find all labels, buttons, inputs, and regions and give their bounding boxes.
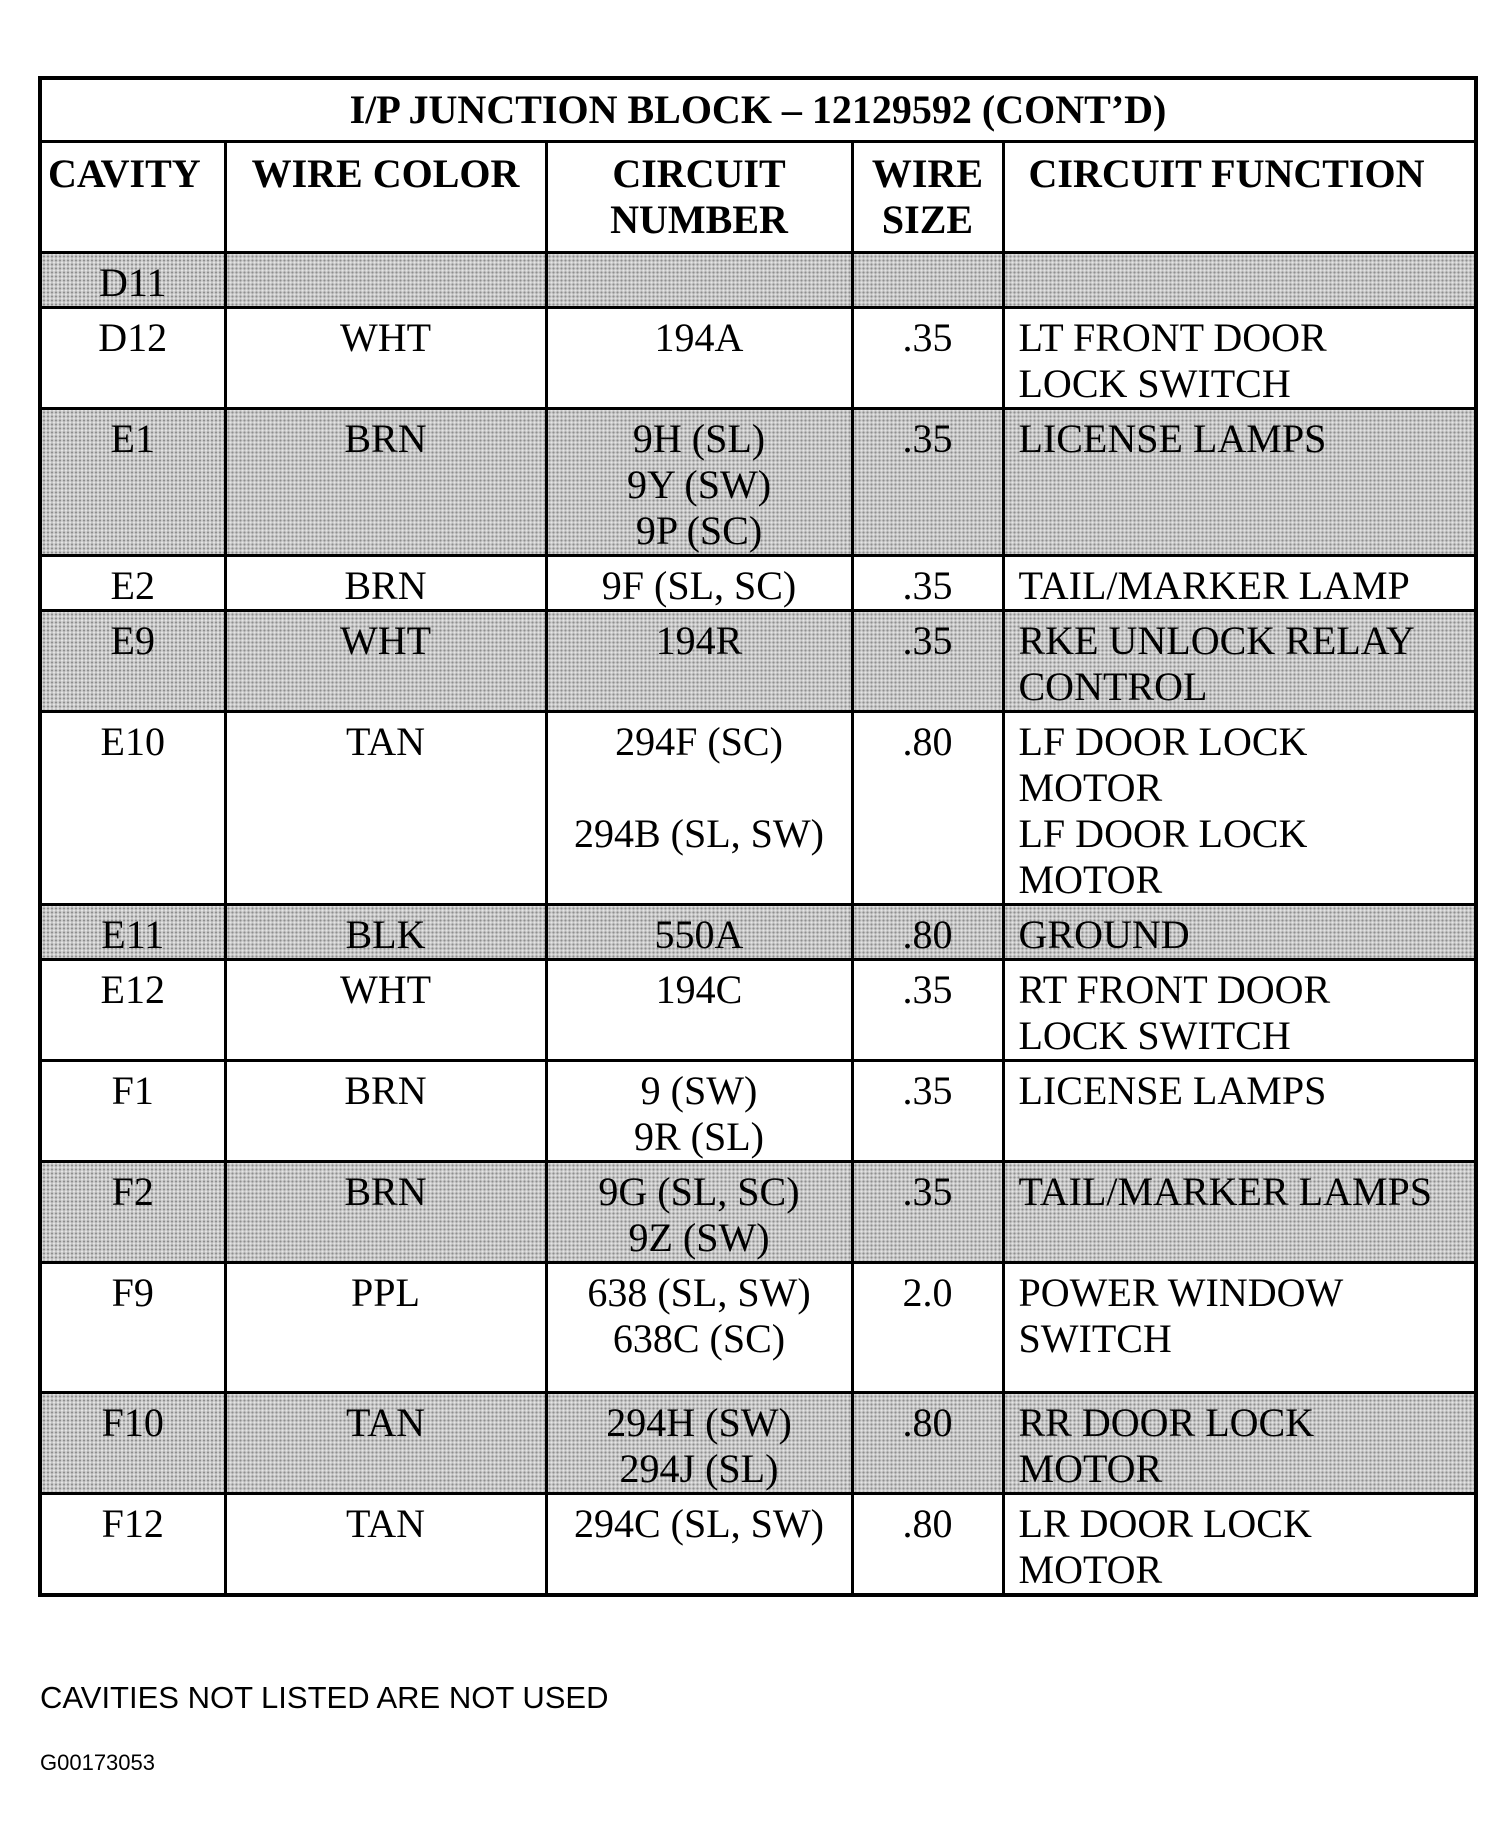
wire-size-value: .80: [902, 1400, 953, 1445]
circuit-number-value: 9R (SL): [634, 1114, 764, 1159]
circuit-function-line: LR DOOR LOCK: [1018, 1501, 1312, 1546]
wire-color-cell: [225, 409, 546, 556]
wire-size-value: .35: [902, 416, 953, 461]
circuit-function-line: TAIL/MARKER LAMP: [1018, 563, 1410, 608]
table-row: [40, 905, 1476, 960]
circuit-function-cell: [1003, 1263, 1476, 1393]
wire-color-cell: [225, 1263, 546, 1393]
cavity-cell: [40, 712, 225, 905]
cavity-value: F9: [111, 1270, 154, 1315]
circuit-function-line: RT FRONT DOOR: [1018, 967, 1331, 1012]
wire-size-cell: [852, 611, 1003, 712]
circuit-number-cell: [546, 611, 852, 712]
wire-color-value: WHT: [339, 967, 432, 1012]
circuit-number-value: 194R: [655, 618, 743, 663]
header-row: [40, 142, 1476, 253]
circuit-number-value: [548, 765, 851, 811]
table-body: [40, 253, 1476, 1596]
circuit-function-line: MOTOR: [1018, 857, 1163, 902]
circuit-number-value: 9Z (SW): [628, 1215, 770, 1260]
cavity-cell: [40, 960, 225, 1061]
circuit-function-cell: [1003, 905, 1476, 960]
circuit-function-line: MOTOR: [1018, 1446, 1163, 1491]
circuit-function-cell: [1003, 712, 1476, 905]
cavity-value: E1: [110, 416, 155, 461]
circuit-function-line: MOTOR: [1018, 1547, 1163, 1592]
circuit-number-value: 550A: [654, 912, 744, 957]
wire-size-cell: [852, 556, 1003, 611]
circuit-number-value: 9P (SC): [635, 508, 763, 553]
circuit-function-line: GROUND: [1018, 912, 1190, 957]
cavity-value: F1: [111, 1068, 154, 1113]
circuit-function-cell: [1003, 556, 1476, 611]
circuit-number-value: 638 (SL, SW): [587, 1270, 811, 1315]
table-row: [40, 1494, 1476, 1596]
circuit-function-line: LICENSE LAMPS: [1018, 416, 1327, 461]
table-row: [40, 308, 1476, 409]
wire-size-value: .35: [902, 618, 953, 663]
circuit-number-cell: [546, 1494, 852, 1596]
circuit-function-cell: [1003, 409, 1476, 556]
header-circuit-number-line: NUMBER: [610, 197, 788, 242]
wire-color-cell: [225, 1162, 546, 1263]
circuit-number-cell: [546, 1393, 852, 1494]
table-title: I/P JUNCTION BLOCK – 12129592 (CONT’D): [40, 78, 1476, 142]
cavity-value: F2: [111, 1169, 154, 1214]
cavity-cell: [40, 611, 225, 712]
wire-size-cell: [852, 905, 1003, 960]
circuit-number-value: 294C (SL, SW): [574, 1501, 824, 1546]
circuit-number-value: 9F (SL, SC): [601, 563, 797, 608]
cavity-cell: [40, 905, 225, 960]
circuit-number-cell: [546, 556, 852, 611]
wire-color-cell: [225, 611, 546, 712]
circuit-function-line: LT FRONT DOOR: [1018, 315, 1327, 360]
wire-size-cell: [852, 960, 1003, 1061]
table-row: [40, 712, 1476, 905]
wire-color-value: WHT: [339, 315, 432, 360]
cavity-cell: [40, 409, 225, 556]
header-circuit-function: CIRCUIT FUNCTION: [1003, 142, 1476, 253]
circuit-number-cell: [546, 409, 852, 556]
wire-color-value: BLK: [345, 912, 426, 957]
circuit-number-cell: [546, 1162, 852, 1263]
circuit-function-cell: [1003, 308, 1476, 409]
header-wire-size-line: WIRE: [871, 151, 984, 196]
table-title-row: [40, 78, 1476, 142]
footnote: CAVITIES NOT LISTED ARE NOT USED: [40, 1680, 609, 1715]
cavity-value: E12: [100, 967, 165, 1012]
wire-color-value: WHT: [339, 618, 432, 663]
circuit-function-line: LICENSE LAMPS: [1018, 1068, 1327, 1113]
wire-color-cell: [225, 253, 546, 308]
header-cavity: CAVITY: [40, 142, 225, 253]
wire-size-cell: [852, 1393, 1003, 1494]
cavity-value: E10: [100, 719, 165, 764]
table-row: [40, 960, 1476, 1061]
table-row: [40, 253, 1476, 308]
wire-size-value: 2.0: [902, 1270, 953, 1315]
circuit-function-cell: [1003, 253, 1476, 308]
cavity-value: F10: [101, 1400, 164, 1445]
table-row: [40, 1162, 1476, 1263]
circuit-number-cell: [546, 1061, 852, 1162]
circuit-number-value: 9H (SL): [632, 416, 766, 461]
circuit-function-line: RKE UNLOCK RELAY: [1018, 618, 1415, 663]
wire-color-cell: [225, 308, 546, 409]
wire-color-value: TAN: [345, 1400, 425, 1445]
cavity-cell: [40, 1061, 225, 1162]
header-circuit-number-line: CIRCUIT: [612, 151, 786, 196]
wire-color-value: BRN: [344, 563, 427, 608]
wire-size-value: .35: [902, 1068, 953, 1113]
circuit-function-line: TAIL/MARKER LAMPS: [1018, 1169, 1432, 1214]
wire-size-cell: [852, 409, 1003, 556]
circuit-number-cell: [546, 253, 852, 308]
header-wire-size-line: SIZE: [881, 197, 974, 242]
wire-color-value: TAN: [345, 1501, 425, 1546]
circuit-number-cell: [546, 712, 852, 905]
wire-size-cell: [852, 712, 1003, 905]
wire-size-value: .80: [902, 719, 953, 764]
wire-size-value: .35: [902, 315, 953, 360]
circuit-number-value: 9Y (SW): [626, 462, 772, 507]
wire-color-cell: [225, 1393, 546, 1494]
circuit-number-value: 294B (SL, SW): [574, 811, 824, 856]
wire-color-value: PPL: [351, 1270, 420, 1315]
wire-size-cell: [852, 308, 1003, 409]
circuit-function-line: LOCK SWITCH: [1018, 361, 1291, 406]
wire-size-value: .35: [902, 563, 953, 608]
cavity-value: D11: [99, 260, 167, 305]
circuit-number-cell: [546, 1263, 852, 1393]
table-row: [40, 1393, 1476, 1494]
circuit-number-value: 638C (SC): [612, 1316, 786, 1361]
wire-size-cell: [852, 1494, 1003, 1596]
circuit-function-cell: [1003, 1393, 1476, 1494]
circuit-number-value: 194A: [654, 315, 744, 360]
cavity-cell: [40, 1162, 225, 1263]
wire-color-cell: [225, 905, 546, 960]
wire-size-value: .80: [902, 1501, 953, 1546]
cavity-cell: [40, 556, 225, 611]
circuit-number-cell: [546, 905, 852, 960]
header-circuit-number: [546, 142, 852, 253]
cavity-value: E2: [110, 563, 155, 608]
wire-color-value: BRN: [344, 416, 427, 461]
circuit-number-value: 9 (SW): [640, 1068, 758, 1113]
wire-color-value: TAN: [345, 719, 425, 764]
wire-color-value: BRN: [344, 1068, 427, 1113]
wire-color-cell: [225, 960, 546, 1061]
table-row: [40, 611, 1476, 712]
wire-size-cell: [852, 253, 1003, 308]
wire-color-cell: [225, 1061, 546, 1162]
wire-size-value: .80: [902, 912, 953, 957]
circuit-function-cell: [1003, 1162, 1476, 1263]
wire-size-cell: [852, 1162, 1003, 1263]
circuit-number-cell: [546, 308, 852, 409]
circuit-function-line: CONTROL: [1018, 664, 1208, 709]
circuit-number-value: 294F (SC): [615, 719, 783, 764]
wire-color-value: BRN: [344, 1169, 427, 1214]
circuit-function-line: LF DOOR LOCK: [1018, 719, 1308, 764]
circuit-function-cell: [1003, 960, 1476, 1061]
circuit-function-line: SWITCH: [1018, 1316, 1172, 1361]
header-wire-color: WIRE COLOR: [225, 142, 546, 253]
circuit-function-line: RR DOOR LOCK: [1018, 1400, 1315, 1445]
junction-block-table: [38, 76, 1478, 1597]
circuit-number-value: 194C: [655, 967, 743, 1012]
table-row: [40, 1061, 1476, 1162]
cavity-cell: [40, 1494, 225, 1596]
figure-code: G00173053: [40, 1750, 155, 1775]
circuit-function-line: LF DOOR LOCK: [1018, 811, 1308, 856]
header-wire-size: [852, 142, 1003, 253]
circuit-function-line: LOCK SWITCH: [1018, 1013, 1291, 1058]
cavity-cell: [40, 308, 225, 409]
cavity-value: E9: [110, 618, 155, 663]
circuit-function-cell: [1003, 1061, 1476, 1162]
cavity-cell: [40, 1263, 225, 1393]
wire-color-cell: [225, 1494, 546, 1596]
circuit-function-cell: [1003, 611, 1476, 712]
circuit-function-cell: [1003, 1494, 1476, 1596]
wire-size-cell: [852, 1061, 1003, 1162]
wire-color-cell: [225, 712, 546, 905]
cavity-value: D12: [98, 315, 168, 360]
cavity-cell: [40, 1393, 225, 1494]
wire-color-cell: [225, 556, 546, 611]
circuit-function-line: POWER WINDOW: [1018, 1270, 1344, 1315]
cavity-cell: [40, 253, 225, 308]
circuit-function-line: MOTOR: [1018, 765, 1163, 810]
cavity-value: F12: [101, 1501, 164, 1546]
circuit-number-cell: [546, 960, 852, 1061]
table-row: [40, 556, 1476, 611]
circuit-number-value: 294J (SL): [619, 1446, 779, 1491]
table-row: [40, 409, 1476, 556]
table-row: [40, 1263, 1476, 1393]
circuit-number-value: 294H (SW): [606, 1400, 792, 1445]
cavity-value: E11: [101, 912, 165, 957]
wire-size-cell: [852, 1263, 1003, 1393]
wire-size-value: .35: [902, 1169, 953, 1214]
wire-size-value: .35: [902, 967, 953, 1012]
circuit-number-value: 9G (SL, SC): [598, 1169, 800, 1214]
